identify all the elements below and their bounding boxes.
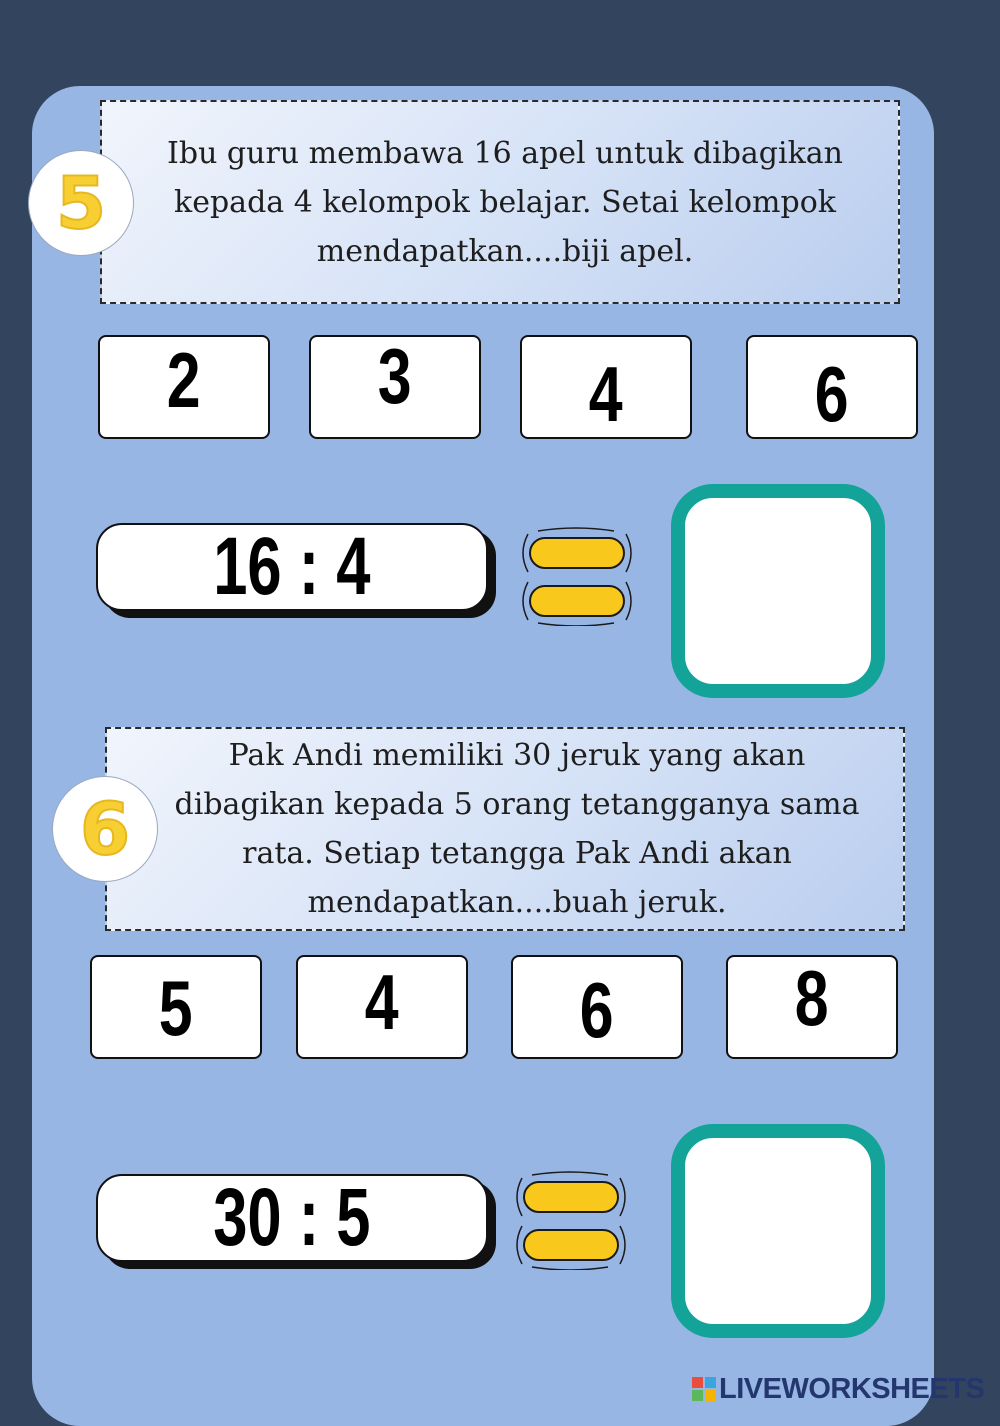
option-label: 8	[795, 954, 829, 1042]
liveworksheets-watermark	[692, 1374, 984, 1404]
question-5-option-4[interactable]	[746, 335, 918, 439]
question-6-number-badge	[52, 776, 158, 882]
question-5-operation	[96, 523, 488, 611]
question-6-text: Pak Andi memiliki 30 jeruk yang akan dibagikan kepada 5 orang tetangganya sama rata. Setiap tetangga Pak Andi akan mendapatkan....buah jeruk.	[174, 738, 860, 920]
question-5-option-2[interactable]	[309, 332, 481, 439]
question-6-equals-icon	[510, 1170, 630, 1270]
option-label: 6	[815, 350, 849, 438]
watermark-text: LIVEWORKSHEETS	[719, 1372, 985, 1405]
question-6-answer-box[interactable]	[671, 1124, 885, 1338]
question-6-option-2[interactable]	[296, 955, 468, 1059]
question-5-option-3[interactable]	[520, 335, 692, 439]
option-label: 2	[167, 336, 201, 424]
option-label: 4	[589, 350, 623, 438]
question-5-text: Ibu guru membawa 16 apel untuk dibagikan kepada 4 kelompok belajar. Setai kelompok mendapatkan....biji apel.	[167, 135, 843, 269]
question-5-number-badge	[28, 150, 134, 256]
question-5-number: 5	[55, 161, 107, 245]
question-5-operation-text: 16 : 4	[213, 521, 371, 612]
question-6-box	[105, 727, 905, 931]
option-label: 4	[365, 958, 399, 1046]
question-6-option-1[interactable]	[90, 955, 262, 1059]
option-label: 3	[378, 332, 412, 420]
option-label: 6	[580, 966, 614, 1054]
question-6-option-4[interactable]	[726, 955, 898, 1059]
question-6-option-3[interactable]	[511, 955, 683, 1059]
question-5-option-1[interactable]	[98, 335, 270, 439]
question-5-equals-icon	[516, 526, 636, 626]
question-6-number: 6	[79, 787, 131, 871]
liveworksheets-logo-icon	[692, 1377, 716, 1401]
question-5-box	[100, 100, 900, 304]
question-6-operation	[96, 1174, 488, 1262]
question-5-answer-box[interactable]	[671, 484, 885, 698]
option-label: 5	[159, 964, 193, 1052]
question-6-operation-text: 30 : 5	[213, 1172, 371, 1263]
